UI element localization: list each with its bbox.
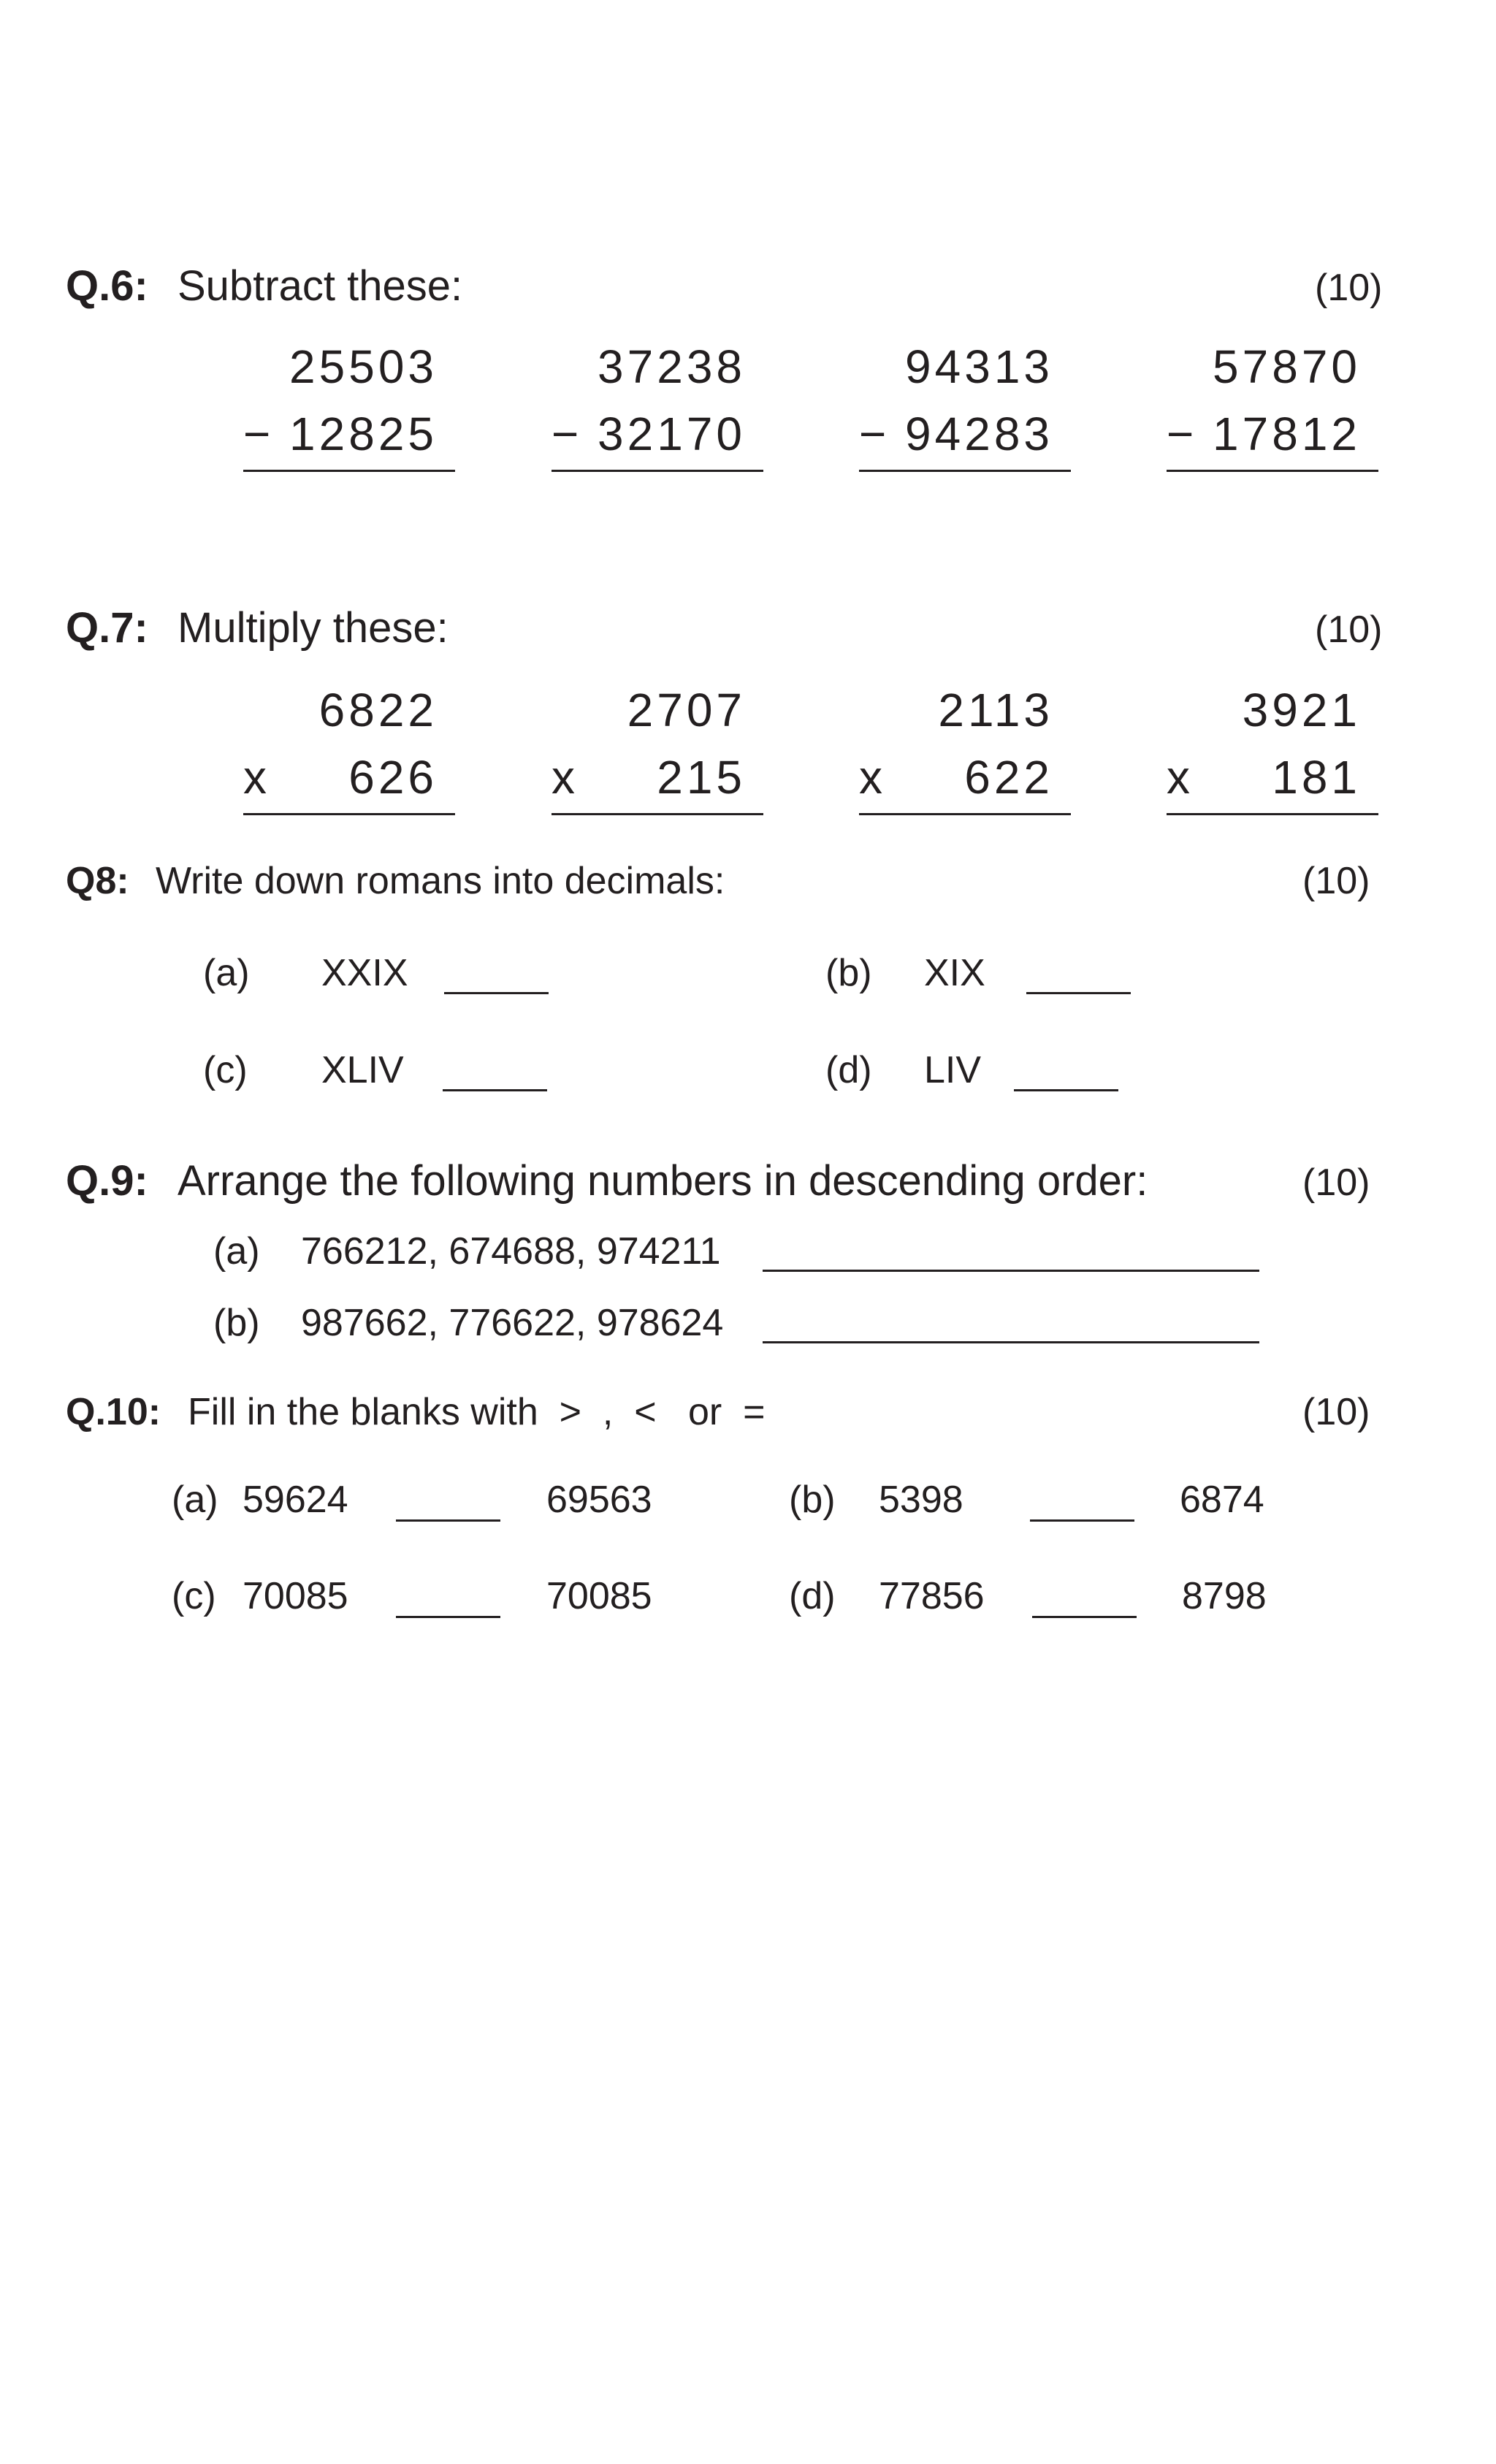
- item-tag: (b): [213, 1302, 260, 1344]
- multiplier: 626: [348, 751, 438, 804]
- question-7-label: Q.7:: [66, 604, 148, 652]
- right-number: 8798: [1182, 1575, 1267, 1617]
- right-number: 69563: [546, 1479, 652, 1521]
- minuend: 37238: [598, 340, 746, 393]
- answer-line[interactable]: [763, 1341, 1259, 1343]
- left-number: 59624: [243, 1479, 348, 1521]
- right-number: 6874: [1180, 1479, 1264, 1521]
- subtrahend: 32170: [598, 408, 746, 460]
- question-9-marks: (10): [1302, 1162, 1370, 1204]
- minuend: 57870: [1213, 340, 1361, 393]
- item-tag: (c): [203, 1049, 248, 1091]
- question-6-text: Subtract these:: [178, 262, 463, 310]
- question-10-marks: (10): [1302, 1391, 1370, 1433]
- question-9-label: Q.9:: [66, 1157, 148, 1205]
- right-number: 70085: [546, 1575, 652, 1617]
- left-number: 5398: [879, 1479, 963, 1521]
- multiplier: 215: [657, 751, 746, 804]
- question-8-marks: (10): [1302, 860, 1370, 902]
- times-sign: x: [552, 751, 575, 804]
- comparison-blank[interactable]: [1030, 1519, 1134, 1522]
- answer-rule: [552, 470, 763, 472]
- answer-blank[interactable]: [444, 992, 549, 994]
- roman-numeral: LIV: [924, 1049, 982, 1091]
- roman-numeral: XXIX: [321, 952, 408, 994]
- item-tag: (a): [172, 1479, 218, 1521]
- item-tag: (c): [172, 1575, 216, 1617]
- subtrahend: 94283: [905, 408, 1053, 460]
- comparison-blank[interactable]: [396, 1519, 500, 1522]
- question-10-text: Fill in the blanks with > , < or =: [188, 1391, 766, 1433]
- multiplicand: 2707: [627, 684, 746, 736]
- multiplier: 622: [964, 751, 1053, 804]
- answer-blank[interactable]: [1026, 992, 1131, 994]
- question-8-text: Write down romans into decimals:: [156, 860, 725, 902]
- question-9-text: Arrange the following numbers in descending order:: [178, 1157, 1148, 1205]
- item-tag: (a): [213, 1230, 260, 1273]
- answer-rule: [1167, 470, 1378, 472]
- left-number: 70085: [243, 1575, 348, 1617]
- question-10-label: Q.10:: [66, 1391, 161, 1433]
- number-list: 987662, 776622, 978624: [301, 1302, 724, 1344]
- minus-sign: −: [243, 408, 271, 460]
- item-tag: (b): [789, 1479, 836, 1521]
- answer-rule: [243, 470, 455, 472]
- item-tag: (d): [789, 1575, 836, 1617]
- answer-blank[interactable]: [1014, 1089, 1118, 1091]
- answer-rule: [1167, 813, 1378, 815]
- answer-rule: [859, 470, 1071, 472]
- left-number: 77856: [879, 1575, 985, 1617]
- answer-rule: [243, 813, 455, 815]
- question-6-label: Q.6:: [66, 262, 148, 310]
- minuend: 94313: [905, 340, 1053, 393]
- times-sign: x: [859, 751, 882, 804]
- comparison-blank[interactable]: [1032, 1616, 1137, 1618]
- minus-sign: −: [552, 408, 579, 460]
- times-sign: x: [243, 751, 267, 804]
- multiplier: 181: [1272, 751, 1361, 804]
- times-sign: x: [1167, 751, 1190, 804]
- question-8-label: Q8:: [66, 860, 129, 902]
- minus-sign: −: [1167, 408, 1194, 460]
- roman-numeral: XLIV: [321, 1049, 404, 1091]
- comparison-blank[interactable]: [396, 1616, 500, 1618]
- number-list: 766212, 674688, 974211: [301, 1230, 721, 1273]
- minuend: 25503: [289, 340, 438, 393]
- multiplicand: 3921: [1242, 684, 1361, 736]
- question-6-marks: (10): [1315, 267, 1383, 309]
- answer-rule: [859, 813, 1071, 815]
- multiplicand: 6822: [318, 684, 438, 736]
- answer-rule: [552, 813, 763, 815]
- question-7-text: Multiply these:: [178, 604, 449, 652]
- answer-line[interactable]: [763, 1270, 1259, 1272]
- minus-sign: −: [859, 408, 887, 460]
- question-7-marks: (10): [1315, 609, 1383, 651]
- item-tag: (d): [825, 1049, 872, 1091]
- answer-blank[interactable]: [443, 1089, 547, 1091]
- multiplicand: 2113: [938, 684, 1053, 736]
- subtrahend: 17812: [1213, 408, 1361, 460]
- item-tag: (a): [203, 952, 250, 994]
- subtrahend: 12825: [289, 408, 438, 460]
- roman-numeral: XIX: [924, 952, 985, 994]
- item-tag: (b): [825, 952, 872, 994]
